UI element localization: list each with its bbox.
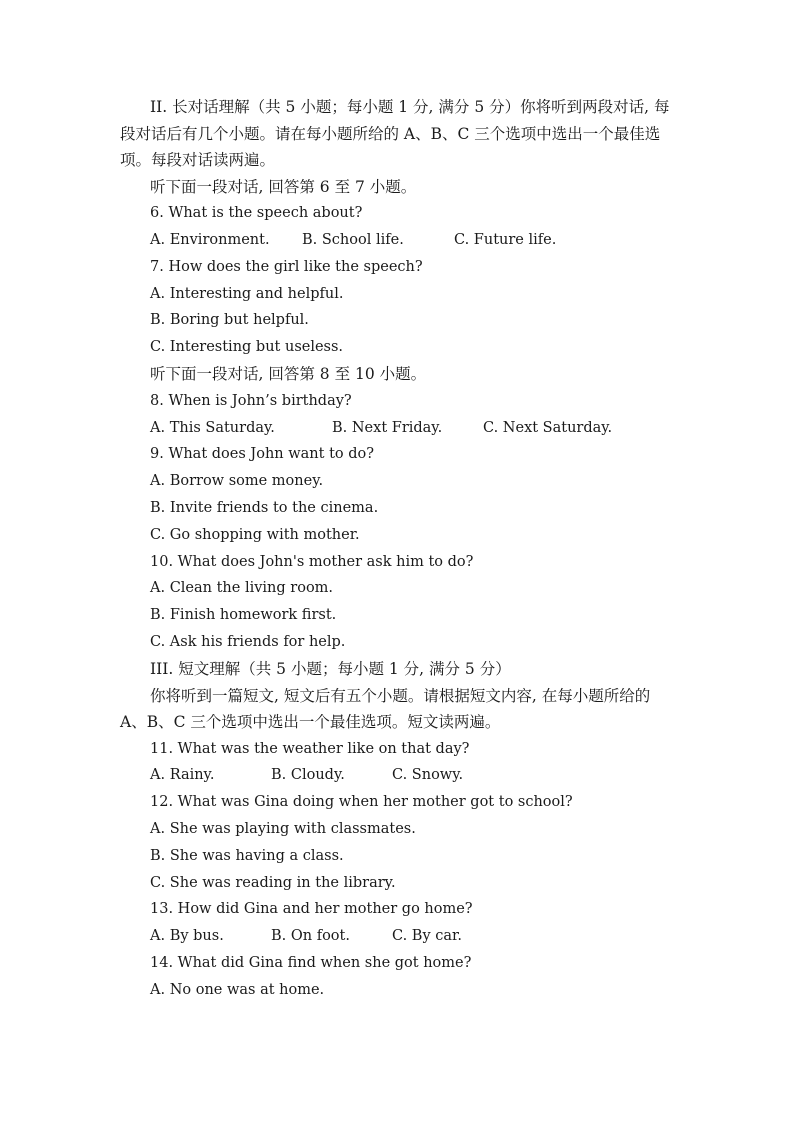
section3-heading: III. 短文理解（共 5 小题；每小题 1 分, 满分 5 分） <box>150 659 511 678</box>
option-c: C. She was reading in the library. <box>150 874 396 891</box>
option-b: B. Finish homework first. <box>150 607 337 624</box>
dialogue2-instruction: 听下面一段对话, 回答第 8 至 10 小题。 <box>150 365 427 384</box>
question-9: 9. What does John want to do? <box>150 446 375 463</box>
question-13: 13. How did Gina and her mother go home? <box>150 901 473 918</box>
question-6-options <box>120 227 680 254</box>
option-a: A. By bus. <box>150 928 224 945</box>
option-b: B. Invite friends to the cinema. <box>150 500 379 517</box>
option-c: C. Snowy. <box>392 767 464 784</box>
option-b: B. On foot. <box>271 928 350 945</box>
question-6: 6. What is the speech about? <box>150 205 363 222</box>
question-14: 14. What did Gina find when she got home? <box>150 955 472 972</box>
option-b: B. Boring but helpful. <box>150 312 309 329</box>
section2-intro: II. 长对话理解（共 5 小题；每小题 1 分, 满分 5 分）你将听到两段对话, 每段对话后有几个小题。请在每小题所给的 A、B、C 三个选项中选出一个最佳选项。每段对话读两遍。 <box>120 98 670 169</box>
option-a: A. Environment. <box>150 232 270 249</box>
option-a: A. Interesting and helpful. <box>150 285 344 302</box>
option-b: B. School life. <box>302 232 404 249</box>
option-c: C. Go shopping with mother. <box>150 526 360 543</box>
question-11: 11. What was the weather like on that day? <box>150 740 470 757</box>
option-a: A. This Saturday. <box>150 419 275 436</box>
option-a: A. Clean the living room. <box>150 580 334 597</box>
question-10: 10. What does John's mother ask him to do? <box>150 553 474 570</box>
exam-content <box>120 94 680 1004</box>
question-12: 12. What was Gina doing when her mother got to school? <box>150 794 573 811</box>
option-a: A. Rainy. <box>150 767 215 784</box>
question-8: 8. When is John’s birthday? <box>150 392 352 409</box>
option-b: B. She was having a class. <box>150 847 344 864</box>
section3-intro: 你将听到一篇短文, 短文后有五个小题。请根据短文内容, 在每小题所给的 A、B、C 三个选项中选出一个最佳选项。短文读两遍。 <box>120 686 651 732</box>
question-7: 7. How does the girl like the speech? <box>150 258 423 275</box>
dialogue1-instruction: 听下面一段对话, 回答第 6 至 7 小题。 <box>150 177 417 196</box>
option-a: A. No one was at home. <box>150 981 325 998</box>
option-c: C. Interesting but useless. <box>150 339 344 356</box>
option-a: A. She was playing with classmates. <box>150 821 416 838</box>
question-11-options <box>120 762 680 789</box>
option-c: C. Ask his friends for help. <box>150 634 346 651</box>
option-c: C. By car. <box>392 928 462 945</box>
option-c: C. Next Saturday. <box>483 419 613 436</box>
option-b: B. Next Friday. <box>332 419 443 436</box>
question-13-options <box>120 923 680 950</box>
option-b: B. Cloudy. <box>271 767 345 784</box>
question-8-options <box>120 415 680 442</box>
option-c: C. Future life. <box>454 232 557 249</box>
option-a: A. Borrow some money. <box>150 473 324 490</box>
